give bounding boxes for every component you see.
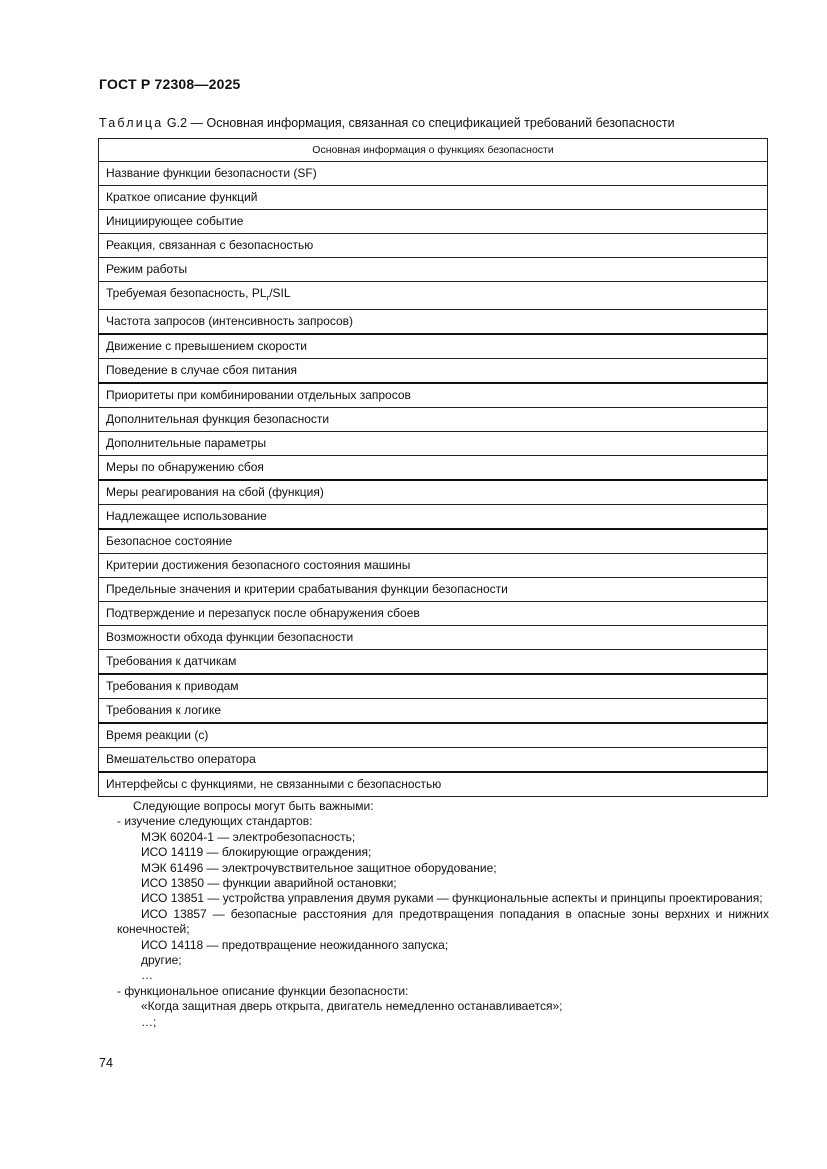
table-caption-title: G.2 — Основная информация, связанная со спецификацией требований безопасности <box>163 116 675 130</box>
notes-item-standards: - изучение следующих стандартов: <box>117 814 313 829</box>
table-row: Краткое описание функций <box>99 186 768 210</box>
pl-suffix: /SIL <box>269 286 291 300</box>
table-row: Подтверждение и перезапуск после обнаружения сбоев <box>99 602 768 626</box>
table-row: Требования к датчикам <box>99 650 768 675</box>
table-row: Режим работы <box>99 258 768 282</box>
table-row: Поведение в случае сбоя питания <box>99 359 768 384</box>
standard-line: ИСО 14118 — предотвращение неожиданного запуска; <box>141 937 449 952</box>
table-row: Возможности обхода функции безопасности <box>99 626 768 650</box>
table-row: Надлежащее использование <box>99 505 768 530</box>
table-row-pl-sil <box>99 282 768 310</box>
table-row: Дополнительная функция безопасности <box>99 408 768 432</box>
safety-info-table <box>98 138 768 797</box>
table-row: Меры по обнаружению сбоя <box>99 456 768 481</box>
table-row: Инициирующее событие <box>99 210 768 234</box>
notes-intro: Следующие вопросы могут быть важными: <box>133 799 374 813</box>
standard-line: ИСО 13850 — функции аварийной остановки; <box>141 876 397 891</box>
table-row: Приоритеты при комбинировании отдельных запросов <box>99 383 768 408</box>
table-row: Безопасное состояние <box>99 529 768 554</box>
notes-item-functional: - функциональное описание функции безопасности: <box>117 983 409 998</box>
standard-line: ИСО 13851 — устройства управления двумя руками — функциональные аспекты и принципы проектирования; <box>141 891 763 906</box>
standard-line: … <box>141 968 153 983</box>
notes-block <box>117 799 769 1030</box>
table-row: Движение с превышением скорости <box>99 334 768 359</box>
notes-ellipsis: …; <box>141 1014 157 1029</box>
standard-line: другие; <box>141 953 182 968</box>
table-row: Критерии достижения безопасного состояния машины <box>99 554 768 578</box>
pl-prefix: Требуемая безопасность, PL <box>106 286 267 300</box>
table-caption-word: Таблица <box>99 116 164 130</box>
standard-line: МЭК 60204-1 — электробезопасность; <box>141 829 356 844</box>
table-header: Основная информация о функциях безопасности <box>99 139 768 162</box>
table-row: Название функции безопасности (SF) <box>99 162 768 186</box>
table-row: Интерфейсы с функциями, не связанными с безопасностью <box>99 772 768 797</box>
table-row: Вмешательство оператора <box>99 748 768 773</box>
table-row: Меры реагирования на сбой (функция) <box>99 480 768 505</box>
table-row: Время реакции (с) <box>99 723 768 748</box>
notes-example: «Когда защитная дверь открыта, двигатель немедленно останавливается»; <box>141 999 563 1014</box>
table-row: Требования к логике <box>99 699 768 724</box>
table-row: Дополнительные параметры <box>99 432 768 456</box>
document-header: ГОСТ Р 72308—2025 <box>99 76 241 92</box>
standard-line: ИСО 14119 — блокирующие ограждения; <box>141 845 372 860</box>
table-row: Требования к приводам <box>99 674 768 699</box>
standard-line: МЭК 61496 — электрочувствительное защитное оборудование; <box>141 860 497 875</box>
table-row: Реакция, связанная с безопасностью <box>99 234 768 258</box>
table-row: Предельные значения и критерии срабатывания функции безопасности <box>99 578 768 602</box>
page-number: 74 <box>99 1056 113 1070</box>
pl-subscript: r <box>266 293 270 303</box>
table-caption <box>99 116 675 130</box>
standard-line: ИСО 13857 — безопасные расстояния для предотвращения попадания в опасные зоны верхних и нижних конечностей; <box>117 906 769 937</box>
table-row: Частота запросов (интенсивность запросов) <box>99 310 768 335</box>
